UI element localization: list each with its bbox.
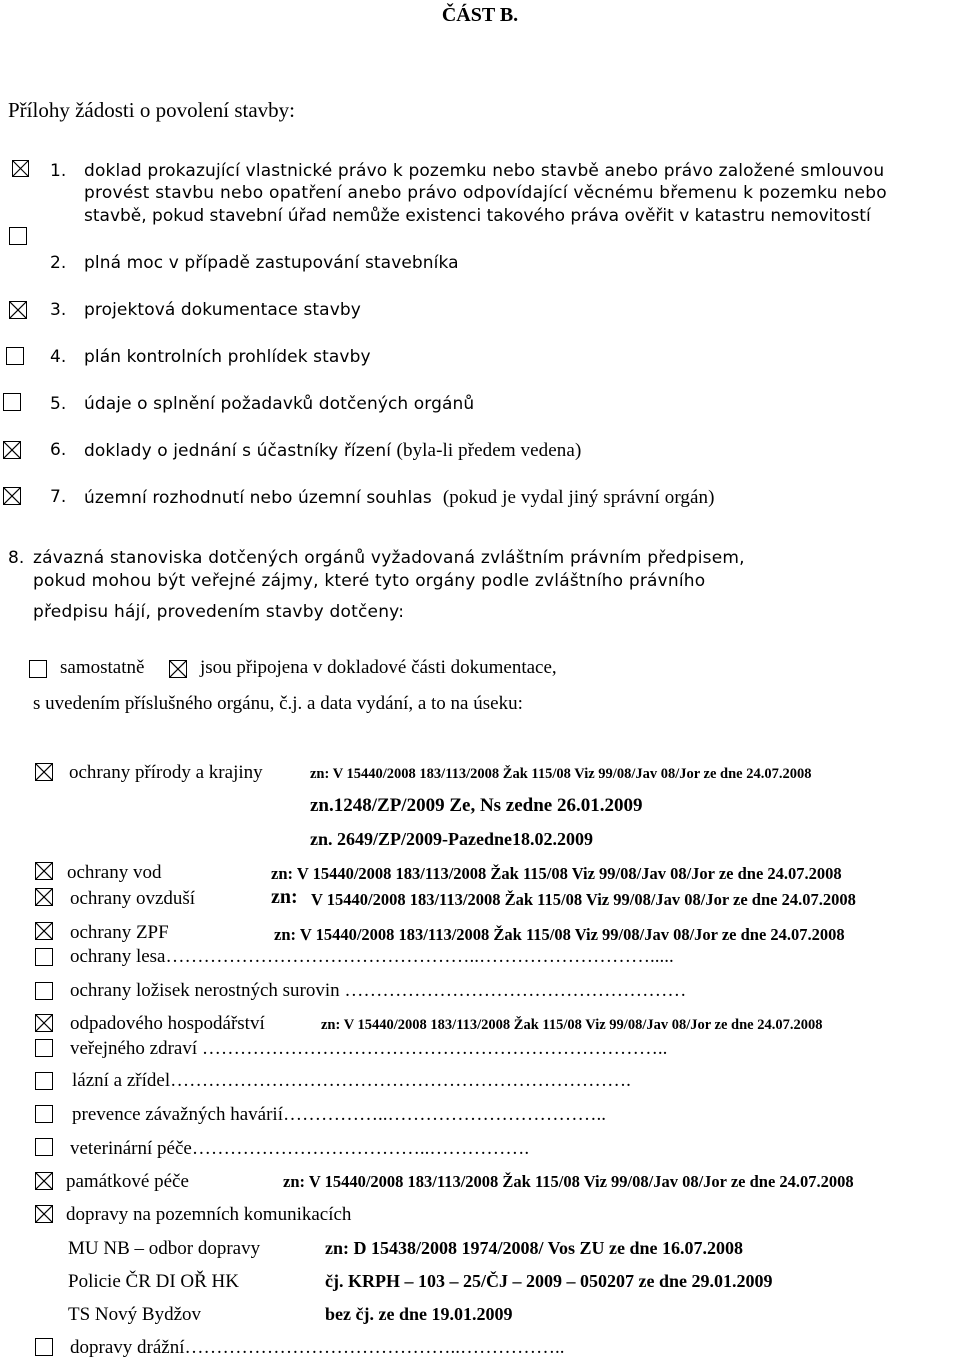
section-8-checkbox[interactable] [35, 1039, 53, 1057]
section-subtitle: Přílohy žádosti o povolení stavby: [8, 98, 295, 122]
item-7-note: (pokud je vydal jiný správní orgán) [442, 487, 715, 508]
section-6-label: ochrany ložisek nerostných surovin ……………………………………………… [70, 980, 687, 1001]
section-3-label: ochrany ovzduší [70, 888, 196, 909]
authority-3-ref: bez čj. ze dne 19.01.2009 [325, 1304, 513, 1324]
section-1-ref: zn: V 15440/2008 183/113/2008 Žak 115/08 Viz 99/08/Jav 08/Jor ze dne 24.07.2008 [310, 766, 812, 782]
section-12-ref: zn: V 15440/2008 183/113/2008 Žak 115/08 Viz 99/08/Jav 08/Jor ze dne 24.07.2008 [283, 1172, 854, 1191]
section-9-checkbox[interactable] [35, 1072, 53, 1090]
item-8-line-1: závazná stanoviska dotčených orgánů vyžadovaná zvláštním právním předpisem, [33, 548, 745, 568]
section-3-ref: V 15440/2008 183/113/2008 Žak 115/08 Viz 99/08/Jav 08/Jor ze dne 24.07.2008 [311, 890, 856, 909]
authority-3-label: TS Nový Bydžov [68, 1304, 201, 1325]
authority-1-label: MU NB – odbor dopravy [68, 1238, 261, 1259]
item-7-label: územní rozhodnutí nebo územní souhlas [84, 488, 432, 508]
section-7-label: odpadového hospodářství [70, 1013, 265, 1034]
item-8-line-3: předpisu hájí, provedením stavby dotčeny: [33, 602, 405, 622]
item-6-checkbox[interactable] [3, 441, 21, 459]
item-7-number: 7. [50, 487, 67, 507]
page-title: ČÁST B. [441, 4, 519, 26]
item-4-checkbox[interactable] [6, 347, 24, 365]
item-1-line-2: provést stavbu nebo opatření anebo právo odpovídající věcnému břemenu k pozemku nebo [84, 183, 887, 203]
section-1-label: ochrany přírody a krajiny [69, 762, 263, 783]
item-7-checkbox[interactable] [3, 487, 21, 505]
section-14-label: dopravy drážní……………………………………..…………….. [70, 1337, 565, 1358]
section-4-checkbox[interactable] [35, 922, 53, 940]
section-2-ref: zn: V 15440/2008 183/113/2008 Žak 115/08 Viz 99/08/Jav 08/Jor ze dne 24.07.2008 [271, 864, 842, 883]
section-1-ref-2: zn.1248/ZP/2009 Ze, Ns zedne 26.01.2009 [310, 795, 643, 816]
item-6-text [84, 440, 581, 462]
authority-1-ref: zn: D 15438/2008 1974/2008/ Vos ZU ze dne 16.07.2008 [325, 1238, 744, 1258]
item-5-number: 5. [50, 394, 67, 414]
section-6-checkbox[interactable] [35, 982, 53, 1000]
option-separate-checkbox[interactable] [29, 660, 47, 678]
section-4-ref: zn: V 15440/2008 183/113/2008 Žak 115/08 Viz 99/08/Jav 08/Jor ze dne 24.07.2008 [274, 925, 845, 944]
section-5-label: ochrany lesa…………………………………………..………………………..... [70, 946, 674, 967]
item-8-number: 8. [8, 548, 25, 568]
section-4-label: ochrany ZPF [70, 922, 169, 943]
section-12-checkbox[interactable] [35, 1172, 53, 1190]
option-attached-label: jsou připojena v dokladové části dokumentace, [200, 657, 557, 678]
item-6-number: 6. [50, 440, 67, 460]
item-2-checkbox[interactable] [9, 227, 27, 245]
item-1-line-1: doklad prokazující vlastnické právo k pozemku nebo stavbě anebo právo založené smlouvou [84, 161, 885, 181]
item-7-text [84, 487, 715, 509]
authority-2-label: Policie ČR DI OŘ HK [68, 1271, 239, 1292]
item-8-line-2: pokud mohou být veřejné zájmy, které tyto orgány podle zvláštního právního [33, 571, 706, 591]
section-5-checkbox[interactable] [35, 948, 53, 966]
section-10-checkbox[interactable] [35, 1105, 53, 1123]
section-12-label: památkové péče [66, 1171, 189, 1192]
item-4-number: 4. [50, 347, 67, 367]
item-3-checkbox[interactable] [9, 301, 27, 319]
item-2-text: plná moc v případě zastupování stavebníka [84, 253, 459, 273]
section-14-checkbox[interactable] [35, 1338, 53, 1356]
item-4-text: plán kontrolních prohlídek stavby [84, 347, 371, 367]
item-1-number: 1. [50, 161, 67, 181]
item-6-note: (byla-li předem vedena) [396, 440, 582, 461]
section-11-label: veterinární péče………………………………..……………. [70, 1138, 530, 1159]
section-11-checkbox[interactable] [35, 1138, 53, 1156]
section-2-label: ochrany vod [67, 862, 162, 883]
section-9-label: lázní a zřídel………………………………………………………………. [72, 1070, 631, 1091]
authority-2-ref: čj. KRPH – 103 – 25/ČJ – 2009 – 050207 ze dne 29.01.2009 [325, 1271, 773, 1291]
section-3-ref-prefix: zn: [271, 886, 298, 908]
section-3-checkbox[interactable] [35, 888, 53, 906]
option-separate-label: samostatně [60, 657, 145, 678]
section-1-checkbox[interactable] [35, 763, 53, 781]
item-3-number: 3. [50, 300, 67, 320]
item-5-checkbox[interactable] [3, 393, 21, 411]
section-intro: s uvedením příslušného orgánu, č.j. a data vydání, a to na úseku: [33, 693, 523, 714]
section-1-ref-3: zn. 2649/ZP/2009-Pazedne18.02.2009 [310, 829, 593, 849]
section-8-label: veřejného zdraví ……………………………………………………………….. [70, 1038, 668, 1059]
section-13-label: dopravy na pozemních komunikacích [66, 1204, 352, 1225]
section-7-ref: zn: V 15440/2008 183/113/2008 Žak 115/08 Viz 99/08/Jav 08/Jor ze dne 24.07.2008 [321, 1017, 823, 1033]
item-3-text: projektová dokumentace stavby [84, 300, 361, 320]
section-13-checkbox[interactable] [35, 1205, 53, 1223]
option-attached-checkbox[interactable] [169, 660, 187, 678]
section-10-label: prevence závažných havárií……………..…………………………….. [72, 1104, 606, 1125]
item-1-checkbox[interactable] [12, 160, 29, 177]
section-2-checkbox[interactable] [35, 862, 53, 880]
item-1-line-3: stavbě, pokud stavební úřad nemůže existenci takového práva ověřit v katastru nemovitostí [84, 206, 871, 226]
item-5-text: údaje o splnění požadavků dotčených orgánů [84, 394, 475, 414]
item-2-number: 2. [50, 253, 67, 273]
item-6-label: doklady o jednání s účastníky řízení [84, 441, 392, 461]
section-7-checkbox[interactable] [35, 1014, 53, 1032]
